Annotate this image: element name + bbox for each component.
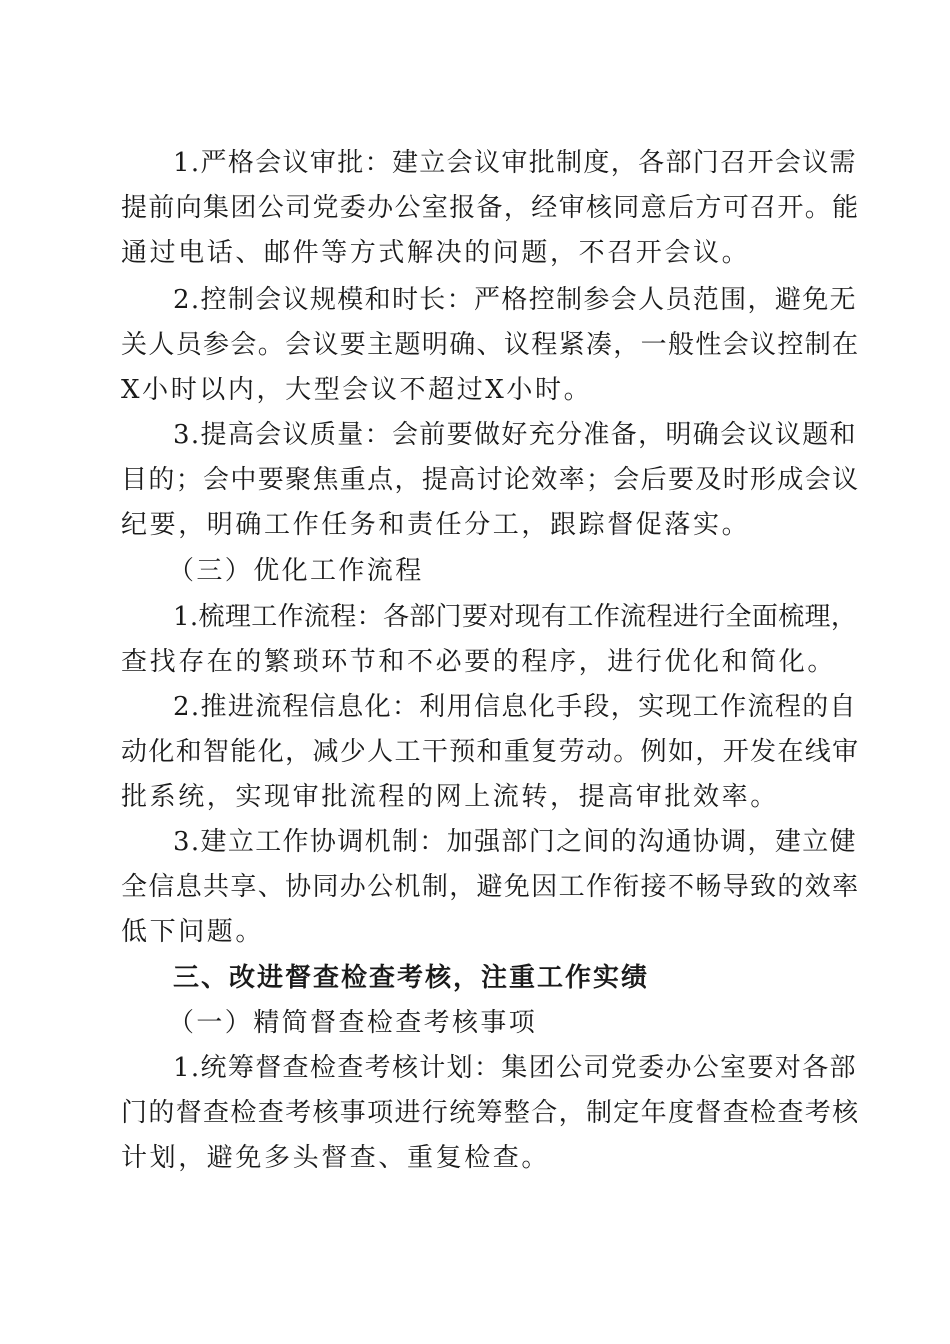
paragraph-line: 3.提高会议质量：会前要做好充分准备，明确会议议题和: [173, 420, 857, 450]
paragraph-line: 低下问题。: [121, 917, 265, 947]
section-heading-1: （一）精简督查检查考核事项: [168, 1008, 538, 1038]
paragraph-line: 2.控制会议规模和时长：严格控制参会人员范围，避免无: [173, 285, 857, 315]
section-heading-3: （三）优化工作流程: [168, 556, 424, 586]
paragraph-line: 动化和智能化，减少人工干预和重复劳动。例如，开发在线审: [121, 737, 860, 767]
paragraph-line: 1.统筹督查检查考核计划：集团公司党委办公室要对各部: [173, 1053, 857, 1083]
paragraph-line: 提前向集团公司党委办公室报备，经审核同意后方可召开。能: [121, 193, 860, 223]
paragraph-line: 2.推进流程信息化：利用信息化手段，实现工作流程的自: [173, 692, 857, 722]
paragraph-line: X小时以内，大型会议不超过X小时。: [121, 375, 593, 405]
paragraph-line: 3.建立工作协调机制：加强部门之间的沟通协调，建立健: [173, 827, 857, 857]
paragraph-line: 批系统，实现审批流程的网上流转，提高审批效率。: [121, 782, 779, 812]
paragraph-line: 查找存在的繁琐环节和不必要的程序，进行优化和简化。: [121, 647, 837, 677]
paragraph-line: 1.梳理工作流程：各部门要对现有工作流程进行全面梳理，: [173, 602, 858, 632]
paragraph-line: 关人员参会。会议要主题明确、议程紧凑，一般性会议控制在: [121, 330, 860, 360]
paragraph-line: 1.严格会议审批：建立会议审批制度，各部门召开会议需: [173, 148, 857, 178]
chapter-heading-3: 三、改进督查检查考核，注重工作实绩: [173, 963, 650, 993]
paragraph-line: 计划，避免多头督查、重复检查。: [121, 1143, 551, 1173]
paragraph-line: 目的；会中要聚焦重点，提高讨论效率；会后要及时形成会议: [121, 465, 860, 495]
paragraph-line: 全信息共享、协同办公机制，避免因工作衔接不畅导致的效率: [121, 872, 860, 902]
paragraph-line: 纪要，明确工作任务和责任分工，跟踪督促落实。: [121, 510, 751, 540]
paragraph-line: 通过电话、邮件等方式解决的问题，不召开会议。: [121, 238, 751, 268]
paragraph-line: 门的督查检查考核事项进行统筹整合，制定年度督查检查考核: [121, 1098, 860, 1128]
